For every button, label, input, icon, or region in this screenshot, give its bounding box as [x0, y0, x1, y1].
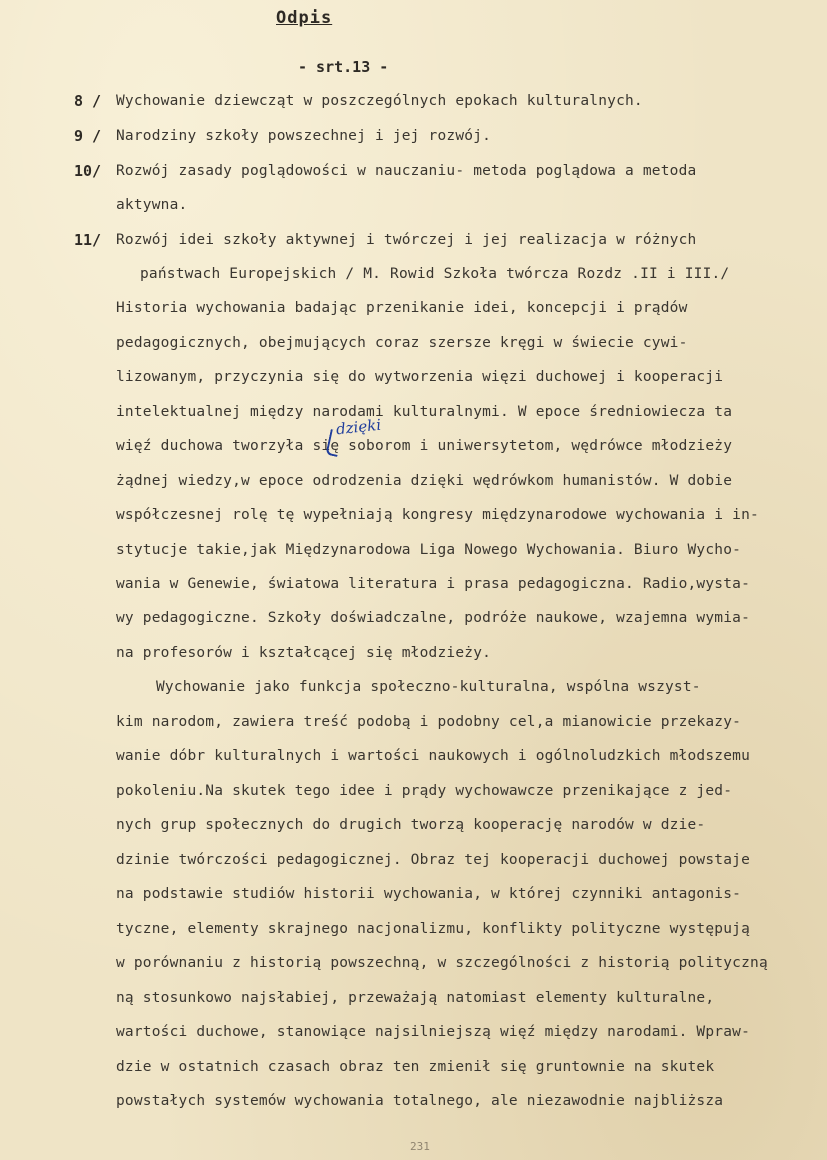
body-line: w porównaniu z historią powszechną, w szczególności z historią polityczną: [116, 955, 768, 971]
body-line: na profesorów i kształcącej się młodzieży.: [116, 645, 492, 661]
footer-stamp: 231: [410, 1140, 430, 1153]
body-line: ną stosunkowo najsłabiej, przeważają natomiast elementy kulturalne,: [116, 990, 715, 1006]
body-line: pokoleniu.Na skutek tego idee i prądy wychowawcze przenikające z jed-: [116, 783, 733, 799]
handwritten-insert: dzięki: [335, 415, 382, 439]
body-line: stytucje takie,jak Międzynarodowa Liga Nowego Wychowania. Biuro Wycho-: [116, 542, 742, 558]
body-line: więź duchowa tworzyła się soborom i uniwersytetom, wędrówce młodzieży: [116, 438, 733, 454]
body-line: wartości duchowe, stanowiące najsilniejszą więź między narodami. Wpraw-: [116, 1024, 751, 1040]
body-line: współczesnej rolę tę wypełniają kongresy międzynarodowe wychowania i in-: [116, 507, 759, 523]
body-line: Historia wychowania badając przenikanie idei, koncepcji i prądów: [116, 300, 688, 316]
document-title: Odpis: [276, 8, 333, 28]
item-text-continued: aktywna.: [116, 197, 188, 213]
item-number: 9 /: [74, 127, 102, 145]
body-line: powstałych systemów wychowania totalnego, ale niezawodnie najbliższa: [116, 1093, 724, 1109]
item-text: Rozwój zasady poglądowości w nauczaniu- metoda poglądowa a metoda: [116, 163, 697, 179]
body-line: nych grup społecznych do drugich tworzą kooperację narodów w dzie-: [116, 817, 706, 833]
body-line: lizowanym, przyczynia się do wytworzenia więzi duchowej i kooperacji: [116, 369, 724, 385]
item-number: 11/: [74, 231, 102, 249]
body-line: intelektualnej między narodami kulturalnymi. W epoce średniowiecza ta: [116, 404, 733, 420]
body-line: kim narodom, zawiera treść podobą i podobny cel,a mianowicie przekazy-: [116, 714, 742, 730]
body-line: na podstawie studiów historii wychowania, w której czynniki antagonis-: [116, 886, 742, 902]
item-text: Rozwój idei szkoły aktywnej i twórczej i jej realizacja w różnych: [116, 232, 697, 248]
item-number: 8 /: [74, 92, 102, 110]
page-number: - srt.13 -: [298, 58, 389, 76]
body-line: pedagogicznych, obejmujących coraz szersze kręgi w świecie cywi-: [116, 335, 688, 351]
body-line: Wychowanie jako funkcja społeczno-kulturalna, wspólna wszyst-: [156, 679, 701, 695]
body-line: żądnej wiedzy,w epoce odrodzenia dzięki wędrówkom humanistów. W dobie: [116, 473, 733, 489]
body-line: tyczne, elementy skrajnego nacjonalizmu, konflikty polityczne występują: [116, 921, 751, 937]
body-line: wanie dóbr kulturalnych i wartości naukowych i ogólnoludzkich młodszemu: [116, 748, 751, 764]
body-line: wy pedagogiczne. Szkoły doświadczalne, podróże naukowe, wzajemna wymia-: [116, 610, 751, 626]
item-text: Narodziny szkoły powszechnej i jej rozwój.: [116, 128, 492, 144]
body-line: wania w Genewie, światowa literatura i prasa pedagogiczna. Radio,wysta-: [116, 576, 751, 592]
body-line: dzinie twórczości pedagogicznej. Obraz tej kooperacji duchowej powstaje: [116, 852, 751, 868]
body-line: dzie w ostatnich czasach obraz ten zmienił się gruntownie na skutek: [116, 1059, 715, 1075]
item-text: Wychowanie dziewcząt w poszczególnych epokach kulturalnych.: [116, 93, 643, 109]
item-number: 10/: [74, 162, 102, 180]
item-text-continued: państwach Europejskich / M. Rowid Szkoła twórcza Rozdz .II i III./: [140, 266, 730, 282]
